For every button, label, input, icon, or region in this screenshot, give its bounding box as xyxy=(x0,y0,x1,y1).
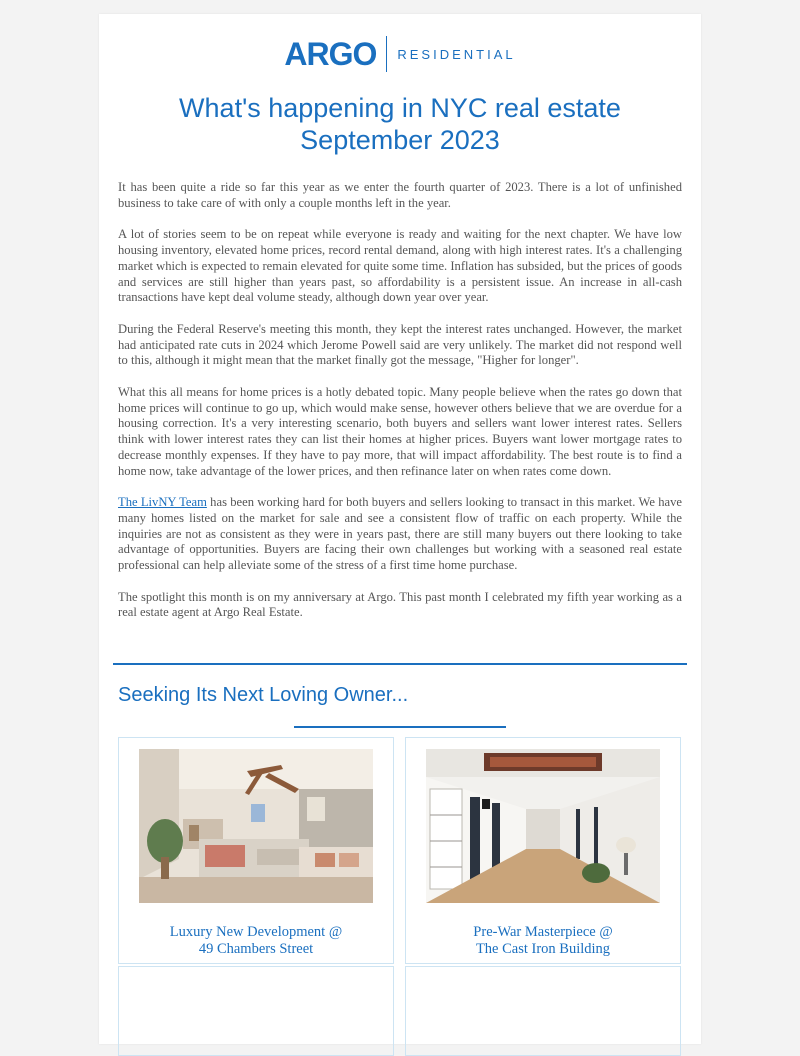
living-room-illustration xyxy=(139,749,373,903)
listing-card-4[interactable] xyxy=(405,966,681,1056)
logo-brand: ARGO xyxy=(284,36,377,72)
title-line-2: September 2023 xyxy=(300,125,500,155)
listing-title-1-line-1: Luxury New Development @ xyxy=(169,924,343,940)
newsletter-page xyxy=(99,14,701,1044)
listing-title-1-line-2: 49 Chambers Street xyxy=(198,941,314,957)
listings-heading: Seeking Its Next Loving Owner... xyxy=(118,684,409,706)
listing-title-2[interactable] xyxy=(406,924,680,958)
listing-title-1[interactable] xyxy=(119,924,393,958)
listing-photo-living-room[interactable] xyxy=(139,749,373,903)
paragraph-5 xyxy=(118,495,682,574)
paragraph-1: It has been quite a ride so far this year as we enter the fourth quarter of 2023. There is a lot of unfinished business to take care of with only a couple months left in the year. xyxy=(118,180,682,210)
argo-logo[interactable] xyxy=(99,34,701,74)
livny-team-link[interactable]: The LivNY Team xyxy=(118,495,207,510)
section-divider xyxy=(113,663,687,665)
logo-divider xyxy=(386,36,387,72)
listing-card-1[interactable] xyxy=(118,737,394,964)
heading-underline xyxy=(294,726,506,728)
listing-photo-hallway[interactable] xyxy=(426,749,660,903)
paragraph-2: A lot of stories seem to be on repeat while everyone is ready and waiting for the next chapter. We have low housing inventory, elevated home prices, record rental demand, along with high interest rates. It's a challenging market which is expected to remain elevated for quite some time. Inflation has subsided, but the prices of goods and services are still higher than years past, so affordability is a persistent issue. An increase in all-cash transactions have kept deal volume steady, although down year over year. xyxy=(118,227,682,305)
listing-title-2-line-1: Pre-War Masterpiece @ xyxy=(473,924,613,940)
paragraph-5-text: has been working hard for both buyers and sellers looking to transact in this market. We have many homes listed on the market for sale and see a consistent flow of traffic on each property. While the inquiries are not as consistent as they were in years past, there are still many buyers out there looking to take advantage of opportunities. Buyers are facing their own challenges but working with a seasoned real estate professional can help alleviate some of the stress of a first time home purchase. xyxy=(118,495,683,573)
title-line-1: What's happening in NYC real estate xyxy=(179,93,621,123)
paragraph-4: What this all means for home prices is a hotly debated topic. Many people believe when the rates go down that home prices will continue to go up, which would make sense, however others believe that we are overdue for a housing correction. It's a very interesting scenario, both buyers and sellers want lower interest rates. Sellers think with lower interest rates they can list their homes at higher prices. Buyers want lower mortgage rates to decrease monthly expenses. If they have to pay more, that will impact affordability. The best route is to find a home now, take advantage of the lower prices, and then refinance later on when rates come down. xyxy=(118,385,682,478)
paragraph-3: During the Federal Reserve's meeting this month, they kept the interest rates unchanged. However, the market had anticipated rate cuts in 2024 which Jerome Powell said are very unlikely. The market did not respond well to this, although it might mean that the market finally got the message, "Higher for longer". xyxy=(118,321,682,368)
article-body xyxy=(118,180,682,637)
page-title xyxy=(99,92,701,156)
listing-title-2-line-2: The Cast Iron Building xyxy=(475,941,611,957)
listing-card-2[interactable] xyxy=(405,737,681,964)
listing-card-3[interactable] xyxy=(118,966,394,1056)
logo-division: RESIDENTIAL xyxy=(397,46,516,62)
hallway-illustration xyxy=(426,749,660,903)
paragraph-6: The spotlight this month is on my anniversary at Argo. This past month I celebrated my fifth year working as a real estate agent at Argo Real Estate. xyxy=(118,589,682,620)
